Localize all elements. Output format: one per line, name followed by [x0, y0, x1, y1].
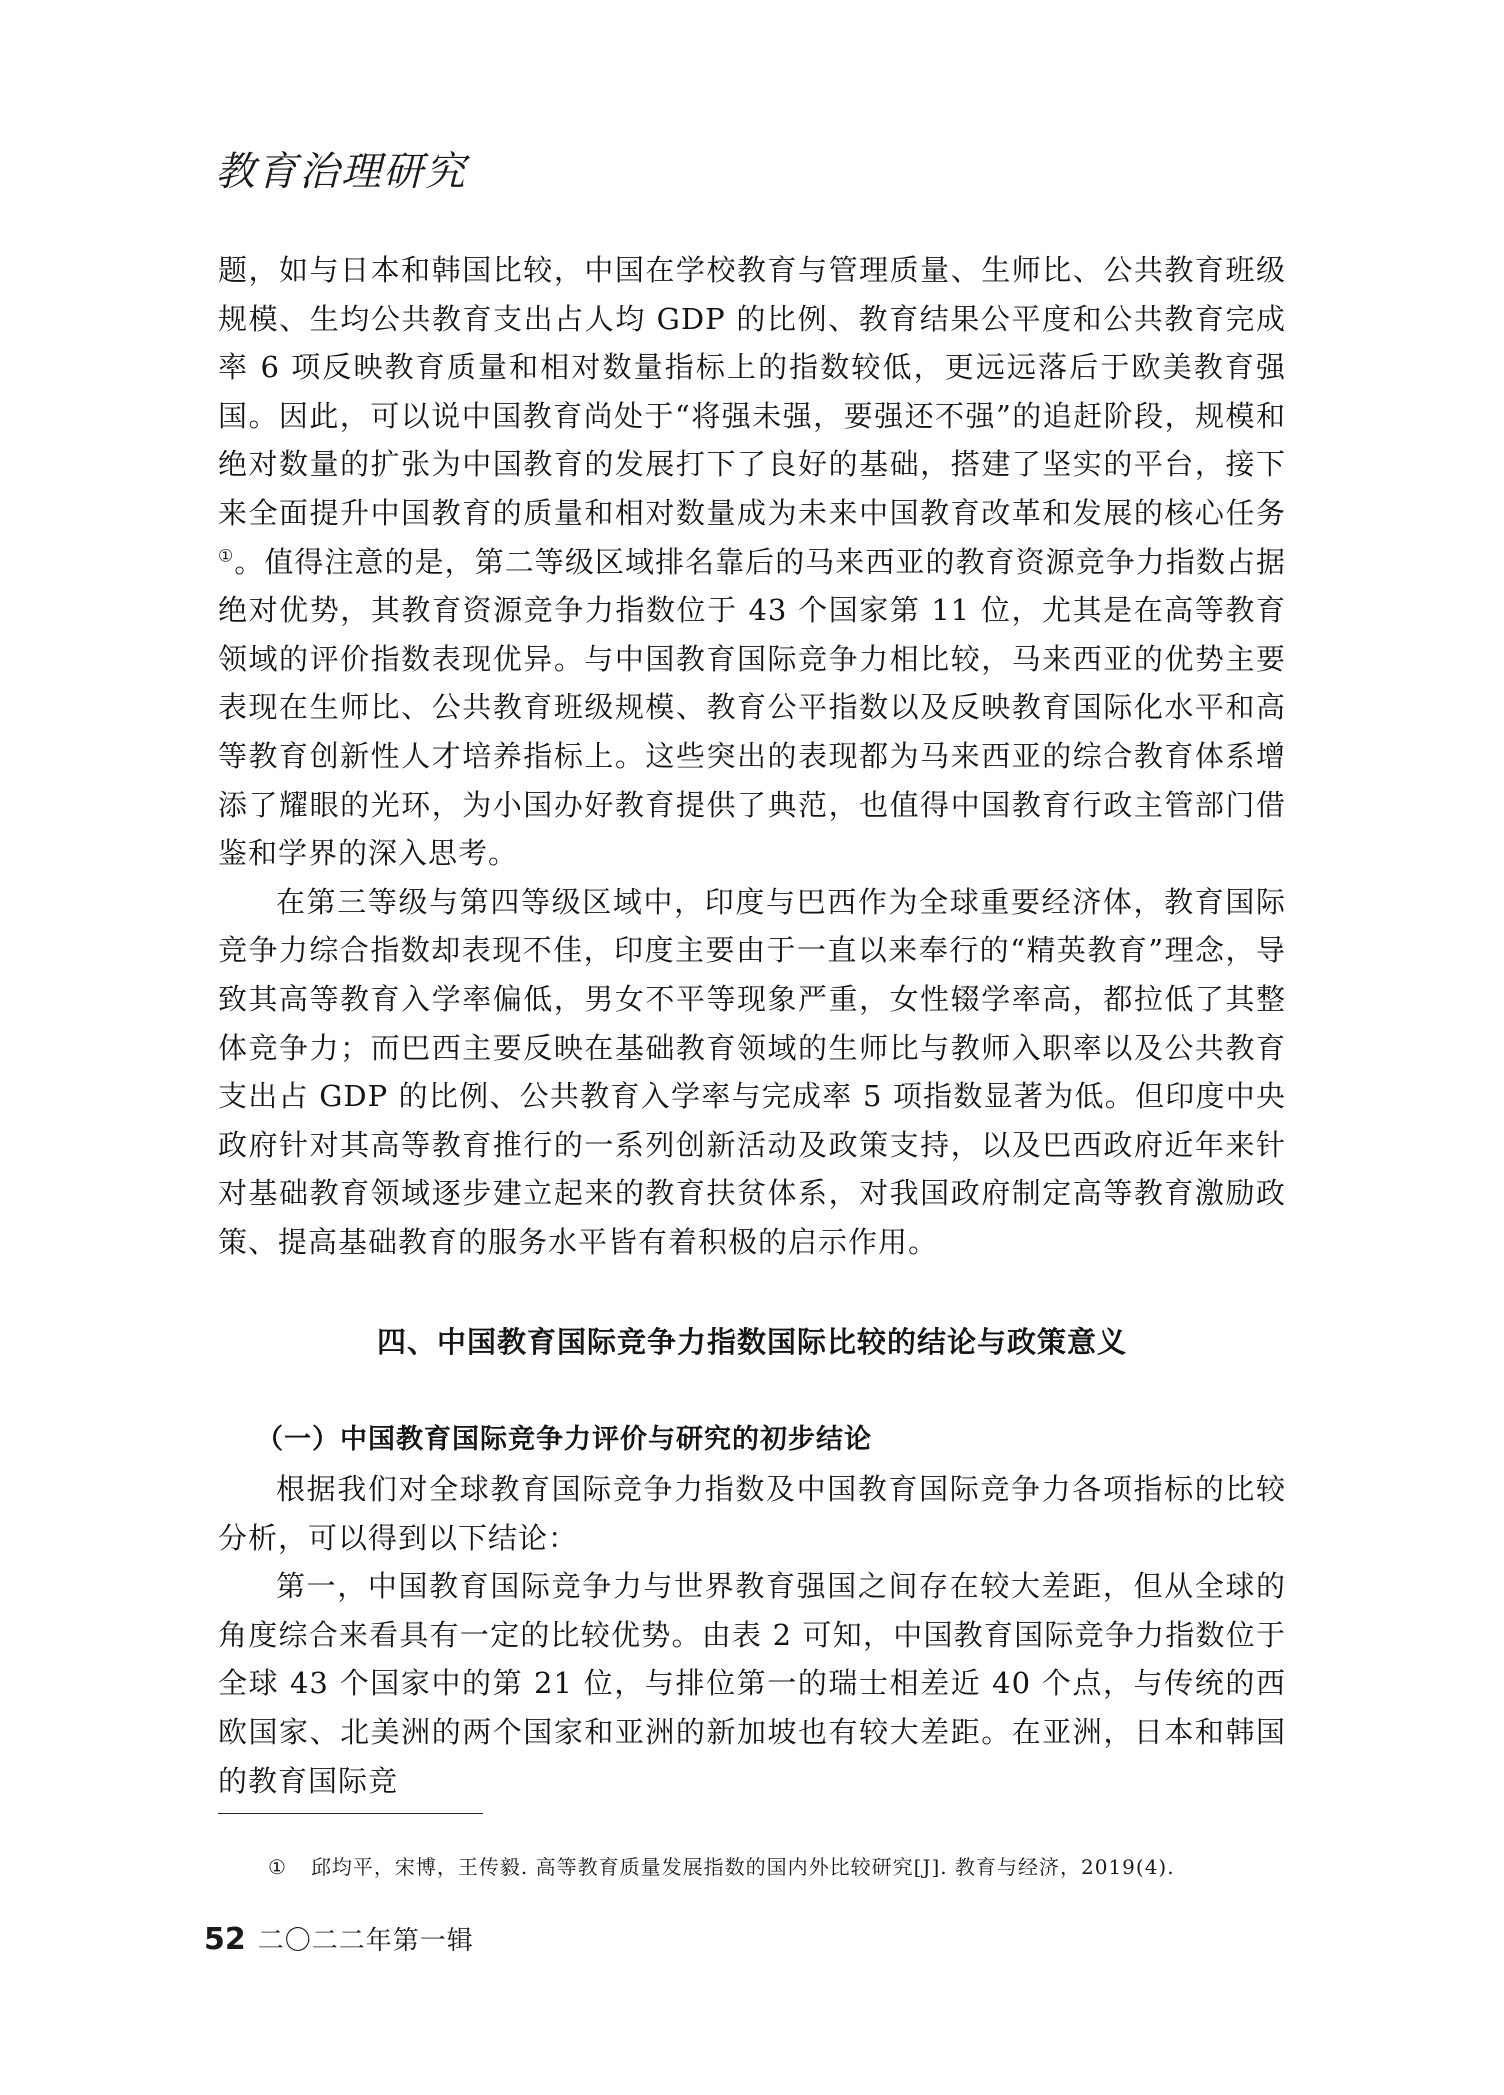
paragraph: 根据我们对全球教育国际竞争力指数及中国教育国际竞争力各项指标的比较分析，可以得到以下结论： — [218, 1472, 1286, 1555]
article-body — [218, 246, 1286, 1805]
footnote-text: 邱均平，宋博，王传毅. 高等教育质量发展指数的国内外比较研究[J]. 教育与经济，2019(4). — [310, 1855, 1175, 1879]
page-number: 52 — [204, 1922, 246, 1957]
paragraph-text: 。值得注意的是，第二等级区域排名靠后的马来西亚的教育资源竞争力指数占据绝对优势，其教育资源竞争力指数位于 43 个国家第 11 位，尤其是在高等教育领域的评价指数表现优异。与中国教育国际竞争力相比较，马来西亚的优势主要表现在生师比、公共教育班级规模、教育公平指数以及反映教育国际化水平和高等教育创新性人才培养指标上。这些突出的表现都为马来西亚的综合教育体系增添了耀眼的光环，为小国办好教育提供了典范，也值得中国教育行政主管部门借鉴和学界的深入思考。 — [218, 544, 1286, 871]
footnote-mark: ① — [268, 1855, 287, 1879]
paragraph-text: 题，如与日本和韩国比较，中国在学校教育与管理质量、生师比、公共教育班级规模、生均公共教育支出占人均 GDP 的比例、教育结果公平度和公共教育完成率 6 项反映教育质量和相对数量指标上的指数较低，更远远落后于欧美教育强国。因此，可以说中国教育尚处于“将强未强，要强还不强”的追赶阶段，规模和绝对数量的扩张为中国教育的发展打下了良好的基础，搭建了坚实的平台，接下来全面提升中国教育的质量和相对数量成为未来中国教育改革和发展的核心任务 — [218, 253, 1286, 530]
page-footer — [204, 1920, 474, 1957]
journal-title: 教育治理研究 — [215, 149, 467, 195]
issue-label: 二〇二二年第一辑 — [257, 1926, 474, 1956]
paragraph-continued — [218, 246, 1286, 878]
footnote-divider — [218, 1813, 483, 1814]
paragraph: 第一，中国教育国际竞争力与世界教育强国之间存在较大差距，但从全球的角度综合来看具有一定的比较优势。由表 2 可知，中国教育国际竞争力指数位于全球 43 个国家中的第 21 位，与排位第一的瑞士相差近 40 个点，与传统的西欧国家、北美洲的两个国家和亚洲的新加坡也有较大差距。在亚洲，日本和韩国的教育国际竞 — [218, 1569, 1286, 1798]
footnote — [268, 1852, 1278, 1882]
paragraph: 在第三等级与第四等级区域中，印度与巴西作为全球重要经济体，教育国际竞争力综合指数却表现不佳，印度主要由于一直以来奉行的“精英教育”理念，导致其高等教育入学率偏低，男女不平等现象严重，女性辍学率高，都拉低了其整体竞争力；而巴西主要反映在基础教育领域的生师比与教师入职率以及公共教育支出占 GDP 的比例、公共教育入学率与完成率 5 项指数显著为低。但印度中央政府针对其高等教育推行的一系列创新活动及政策支持，以及巴西政府近年来针对基础教育领域逐步建立起来的教育扶贫体系，对我国政府制定高等教育激励政策、提高基础教育的服务水平皆有着积极的启示作用。 — [218, 884, 1286, 1259]
section-heading: 四、中国教育国际竞争力指数国际比较的结论与政策意义 — [376, 1325, 1127, 1360]
subsection-heading: （一）中国教育国际竞争力评价与研究的初步结论 — [256, 1424, 872, 1456]
footnote-reference[interactable]: ① — [218, 545, 235, 566]
